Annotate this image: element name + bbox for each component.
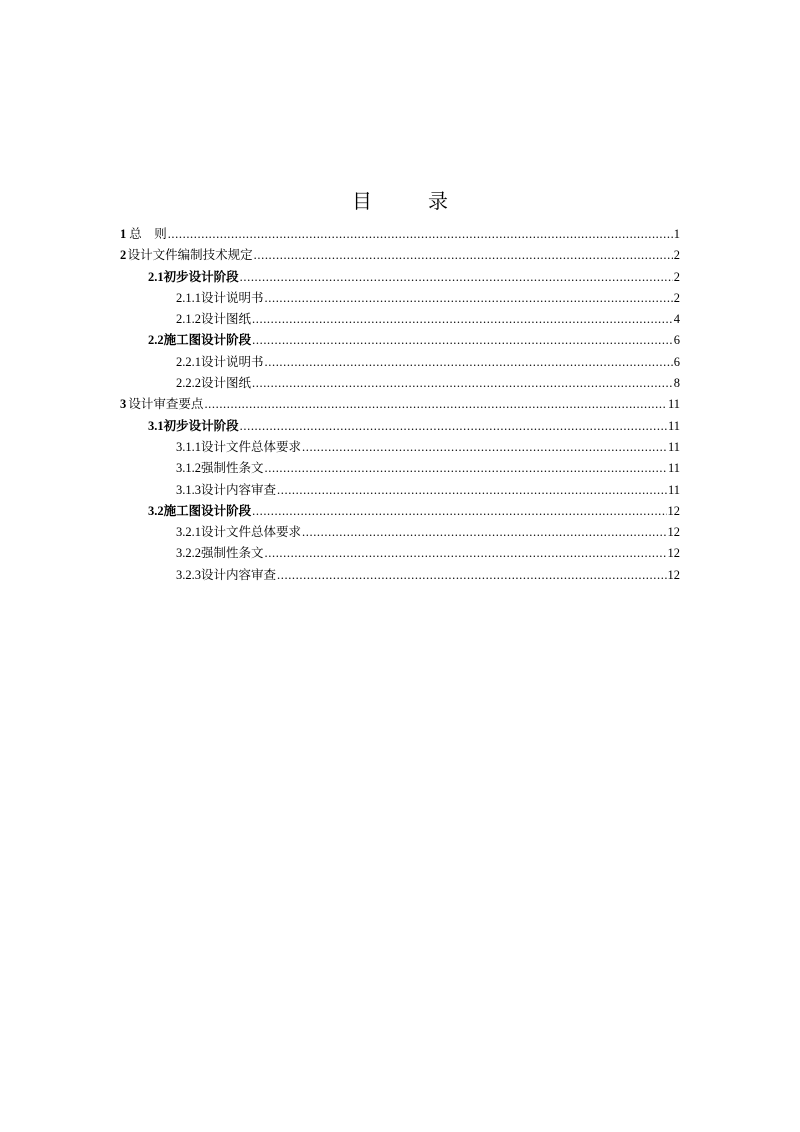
table-of-contents <box>120 224 680 586</box>
toc-entry-page: 11 <box>667 482 680 497</box>
toc-entry-page: 2 <box>673 269 680 284</box>
toc-leader-dots <box>265 543 667 564</box>
toc-leader-dots <box>168 224 673 245</box>
toc-entry[interactable] <box>120 245 680 266</box>
toc-entry[interactable] <box>120 458 680 479</box>
toc-entry[interactable] <box>120 352 680 373</box>
toc-entry-page: 8 <box>673 376 680 391</box>
toc-entry[interactable] <box>120 394 680 415</box>
toc-leader-dots <box>302 437 667 458</box>
toc-entry[interactable] <box>120 437 680 458</box>
toc-entry[interactable] <box>120 373 680 394</box>
toc-leader-dots <box>265 352 673 373</box>
toc-entry-label: 强制性条文 <box>201 461 264 476</box>
toc-entry-number: 2.1.1 <box>176 290 201 305</box>
toc-entry-page: 12 <box>667 546 680 561</box>
toc-entry-page: 4 <box>673 312 680 327</box>
toc-entry-label: 总 则 <box>129 227 167 241</box>
toc-entry-number: 3.1 <box>148 418 164 433</box>
toc-entry-page: 6 <box>673 354 680 369</box>
toc-entry-label: 设计内容审查 <box>201 482 277 497</box>
toc-entry[interactable] <box>120 501 680 522</box>
toc-entry-number: 3.2.3 <box>176 567 201 582</box>
toc-entry[interactable] <box>120 224 680 245</box>
toc-entry-label: 设计说明书 <box>201 354 264 369</box>
toc-entry[interactable] <box>120 309 680 330</box>
toc-entry-page: 11 <box>667 439 680 454</box>
toc-leader-dots <box>240 416 667 437</box>
toc-entry-page: 2 <box>673 290 680 305</box>
toc-entry-label: 设计文件总体要求 <box>201 439 302 454</box>
toc-entry-page: 11 <box>667 461 680 476</box>
toc-leader-dots <box>252 373 673 394</box>
toc-entry[interactable] <box>120 565 680 586</box>
toc-entry-number: 1 <box>120 227 127 241</box>
toc-entry-number: 2.1.2 <box>176 312 201 327</box>
toc-entry-number: 2 <box>120 248 127 263</box>
toc-leader-dots <box>240 267 673 288</box>
toc-entry[interactable] <box>120 522 680 543</box>
toc-entry[interactable] <box>120 480 680 501</box>
toc-entry-number: 2.1 <box>148 269 164 284</box>
toc-entry-page: 12 <box>667 525 680 540</box>
toc-entry-label: 施工图设计阶段 <box>163 333 252 348</box>
toc-leader-dots <box>252 330 673 351</box>
toc-entry[interactable] <box>120 267 680 288</box>
toc-entry-number: 3.2.2 <box>176 546 201 561</box>
toc-entry[interactable] <box>120 543 680 564</box>
toc-entry-page: 6 <box>673 333 680 348</box>
toc-entry-number: 3.1.3 <box>176 482 201 497</box>
toc-leader-dots <box>252 309 673 330</box>
toc-leader-dots <box>204 394 667 415</box>
toc-leader-dots <box>265 458 667 479</box>
toc-entry-number: 3 <box>120 397 127 412</box>
toc-leader-dots <box>265 288 673 309</box>
toc-entry-label: 设计审查要点 <box>128 397 204 412</box>
toc-entry-number: 3.2.1 <box>176 525 201 540</box>
toc-entry-label: 设计图纸 <box>201 376 252 391</box>
toc-entry-number: 3.1.2 <box>176 461 201 476</box>
toc-leader-dots <box>277 565 666 586</box>
toc-entry-label: 设计图纸 <box>201 312 252 327</box>
toc-leader-dots <box>302 522 666 543</box>
toc-entry-number: 2.2 <box>148 333 164 348</box>
toc-leader-dots <box>252 501 666 522</box>
toc-entry[interactable] <box>120 288 680 309</box>
toc-entry-number: 2.2.1 <box>176 354 201 369</box>
toc-entry[interactable] <box>120 330 680 351</box>
toc-entry-number: 3.1.1 <box>176 439 201 454</box>
toc-entry-label: 设计内容审查 <box>201 567 277 582</box>
toc-entry-label: 施工图设计阶段 <box>163 503 252 518</box>
toc-entry-page: 12 <box>667 503 680 518</box>
toc-entry-page: 12 <box>667 567 680 582</box>
toc-entry-number: 3.2 <box>148 503 164 518</box>
toc-leader-dots <box>277 480 667 501</box>
toc-entry-label: 初步设计阶段 <box>163 418 239 433</box>
toc-entry-label: 强制性条文 <box>201 546 264 561</box>
toc-entry-label: 设计文件总体要求 <box>201 525 302 540</box>
toc-leader-dots <box>254 245 673 266</box>
toc-entry-label: 设计文件编制技术规定 <box>127 248 253 263</box>
page-title: 目 录 <box>352 191 466 213</box>
toc-entry-page: 11 <box>667 418 680 433</box>
toc-entry-page: 2 <box>673 248 680 263</box>
toc-entry-label: 设计说明书 <box>201 290 264 305</box>
toc-entry-page: 11 <box>667 397 680 412</box>
toc-entry-page: 1 <box>673 227 680 241</box>
toc-entry-number: 2.2.2 <box>176 376 201 391</box>
toc-entry[interactable] <box>120 416 680 437</box>
toc-entry-label: 初步设计阶段 <box>163 269 239 284</box>
